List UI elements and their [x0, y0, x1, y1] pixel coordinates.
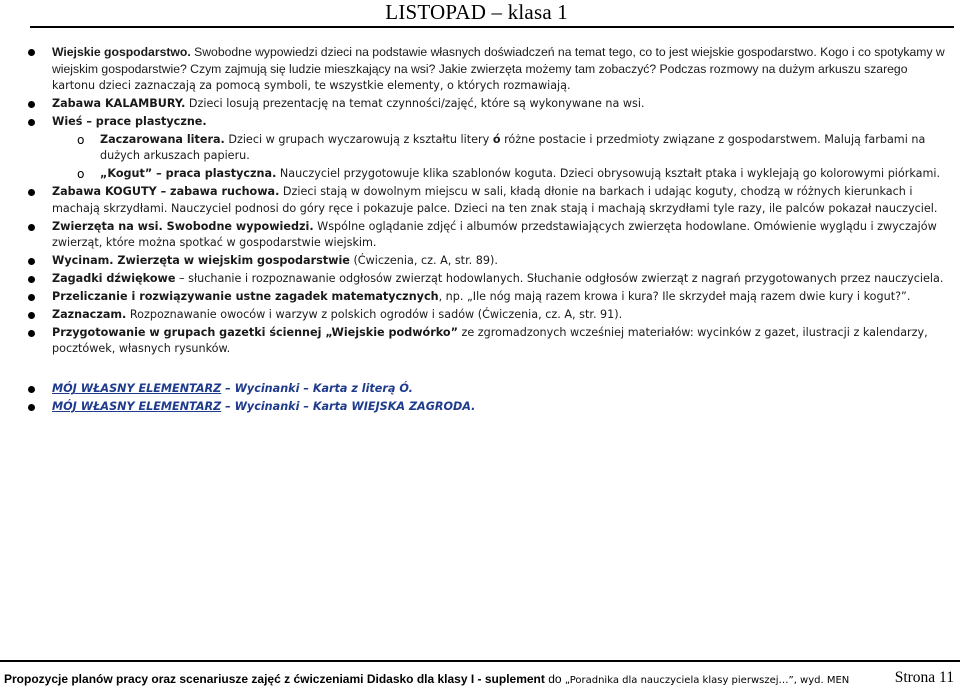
list-item [0, 271, 960, 288]
header-rule [30, 26, 954, 28]
list-item [0, 325, 960, 358]
list-item [0, 307, 960, 324]
bullet-icon [28, 49, 35, 56]
item-heading: Zabawa KALAMBURY. [52, 97, 186, 111]
list-item [0, 114, 960, 131]
item-heading: Wycinam. Zwierzęta w wiejskim gospodarstwie [52, 254, 350, 268]
bullet-icon [28, 258, 35, 265]
item-heading: Zaczarowana litera. [100, 132, 225, 146]
bullet-icon [28, 224, 35, 231]
item-heading: Zwierzęta na wsi. Swobodne wypowiedzi. [52, 219, 314, 233]
item-text: Wspólne oglądanie zdjęć i albumów przedstawiających zwierzęta hodowlane. Omówienie wyglądu i zwyczajów zwierząt, które można spotkać w gospodarstwie wiejskim. [52, 219, 937, 250]
item-text-continued: różne postacie i przedmioty związane z gospodarstwem. Malują farbami na dużych arkuszach papieru. [100, 132, 926, 163]
footer [4, 669, 954, 690]
item-heading: Zabawa KOGUTY – zabawa ruchowa. [52, 185, 280, 199]
item-heading: Zaznaczam. [52, 307, 127, 321]
list-item [0, 96, 960, 113]
item-heading: Przygotowanie w grupach gazetki ściennej „Wiejskie podwórko” [52, 325, 458, 339]
list-item [0, 289, 960, 306]
bullet-icon [28, 101, 35, 108]
item-heading: „Kogut” – praca plastyczna. [100, 167, 277, 181]
footer-text [4, 672, 849, 686]
sub-list-item [0, 132, 960, 165]
list-item [0, 219, 960, 252]
item-text: , np. „Ile nóg mają razem krowa i kura? Ile skrzydeł mają razem dwie kury i kogut?”. [438, 289, 911, 303]
bullet-icon [28, 294, 35, 301]
item-text: Rozpoznawanie owoców i warzyw z polskich ogrodów i sadów (Ćwiczenia, cz. A, str. 91). [126, 307, 623, 321]
footer-reference: „Poradnika dla nauczyciela klasy pierwszej…”, wyd. MEN [564, 675, 850, 686]
item-text: Dzieci w grupach wyczarowują z kształtu litery [224, 132, 493, 146]
bullet-icon [28, 312, 35, 319]
lesson-plan-list [0, 44, 960, 417]
bullet-icon [28, 404, 35, 411]
list-item [0, 253, 960, 270]
item-text: Dzieci stają w dowolnym miejscu w sali, kładą dłonie na barkach i udając koguty, chodzą w różnych kierunkach i machają skrzydłami. Nauczyciel podnosi do góry ręce i pokazuje palce. Dzieci na ten znak stają i machają skrzydłami tyle razy, ile palców pokazał nauczyciel. [52, 185, 938, 215]
bullet-icon [28, 386, 35, 393]
item-text: – słuchanie i rozpoznawanie odgłosów zwierząt hodowlanych. Słuchanie odgłosów zwierząt z nagrań przygotowanych przez nauczyciela. [175, 272, 944, 286]
item-text: Dzieci losują prezentację na temat czynności/zajęć, które są wykonywane na wsi. [185, 97, 645, 111]
item-heading: Wiejskie gospodarstwo. [52, 45, 191, 59]
item-heading: Wieś – prace plastyczne. [52, 114, 207, 128]
resource-link-text[interactable]: – Wycinanki – Karta WIEJSKA ZAGRODA. [221, 400, 476, 414]
item-text: (Ćwiczenia, cz. A, str. 89). [349, 254, 498, 268]
resource-link-text[interactable]: – Wycinanki – Karta z literą Ó. [221, 382, 413, 396]
list-item [0, 184, 960, 217]
item-text: Nauczyciel przygotowuje klika szablonów koguta. Dzieci obrysowują kształt ptaka i wyklejają go kolorowymi piórkami. [276, 167, 941, 181]
circle-bullet-icon: o [77, 167, 85, 182]
page-title: LISTOPAD – klasa 1 [385, 0, 568, 24]
item-text: Swobodne wypowiedzi dzieci na podstawie własnych doświadczeń na temat tego, co to jest wiejskie gospodarstwo. Kogo i co spotykamy w wiejskim gospodarstwie? Czym zajmują się ludzie mieszkający na wsi? Jakie zwierzęta możemy tam zobaczyć? Podczas rozmowy na dużym arkuszu szarego [52, 45, 945, 76]
bullet-icon [28, 189, 35, 196]
footer-rule [0, 660, 960, 662]
bullet-icon [28, 330, 35, 337]
item-heading: Zagadki dźwiękowe [52, 272, 176, 286]
resource-link-item[interactable] [0, 381, 960, 398]
resource-link-label[interactable]: MÓJ WŁASNY ELEMENTARZ [52, 382, 222, 396]
resource-link-label[interactable]: MÓJ WŁASNY ELEMENTARZ [52, 400, 222, 414]
bullet-icon [28, 119, 35, 126]
sub-list-item [0, 166, 960, 183]
footer-connector: do [544, 672, 565, 686]
bullet-icon [28, 276, 35, 283]
footer-title: Propozycje planów pracy oraz scenariusze zajęć z ćwiczeniami Didasko dla klasy I - suplement [4, 672, 545, 686]
item-letter: ó [492, 132, 501, 146]
spacer [0, 359, 960, 381]
item-heading: Przeliczanie i rozwiązywanie ustne zagadek matematycznych [52, 289, 439, 303]
list-item [0, 44, 960, 95]
item-text-continued: kartonu dzieci zaznaczają za pomocą symboli, te wszystkie elementy, o których rozmawiają. [52, 79, 571, 93]
circle-bullet-icon: o [77, 132, 85, 147]
item-text: ze zgromadzonych wcześniej materiałów: wycinków z gazet, ilustracji z kalendarzy, pocztówek, własnych rysunków. [52, 325, 928, 356]
page-number: Strona 11 [894, 669, 954, 686]
resource-link-item[interactable] [0, 399, 960, 416]
